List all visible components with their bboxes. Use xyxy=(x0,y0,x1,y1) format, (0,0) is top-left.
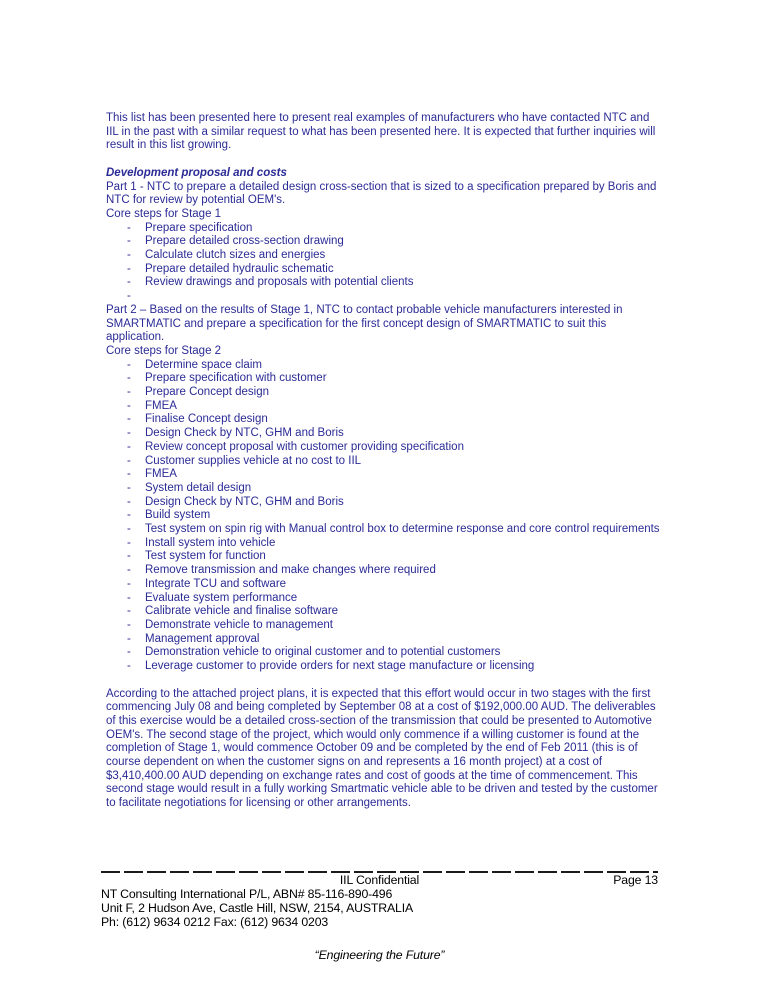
list-item xyxy=(106,441,664,455)
list-item xyxy=(106,222,664,236)
list-item-text: Leverage customer to provide orders for next stage manufacture or licensing xyxy=(145,660,535,673)
stage1-steps-list xyxy=(106,222,664,304)
list-item xyxy=(106,468,664,482)
list-item xyxy=(106,427,664,441)
list-item xyxy=(106,646,664,660)
list-item-text: Review concept proposal with customer providing specification xyxy=(145,440,464,453)
list-item xyxy=(106,633,664,647)
confidential-label: IIL Confidential xyxy=(339,873,420,887)
list-item-text: Calculate clutch sizes and energies xyxy=(145,249,326,262)
list-item-text: Remove transmission and make changes where required xyxy=(145,564,436,577)
dash-marker: - xyxy=(127,646,131,659)
dash-marker: - xyxy=(127,564,131,577)
list-item xyxy=(106,400,664,414)
dash-marker: - xyxy=(127,413,131,426)
dash-marker: - xyxy=(127,262,131,275)
dash-marker: - xyxy=(127,221,131,234)
list-item xyxy=(106,482,664,496)
dash-marker: - xyxy=(127,591,131,604)
list-item-text: Determine space claim xyxy=(145,358,262,371)
part2-paragraph: Part 2 – Based on the results of Stage 1, NTC to contact probable vehicle manufacturers interested in SMARTMATIC and prepare a specification for the first concept design of SMARTMATIC to suit this application. xyxy=(106,303,623,344)
list-item-text: Demonstration vehicle to original customer and to potential customers xyxy=(145,646,501,659)
list-item-text: Test system on spin rig with Manual control box to determine response and core control requirements xyxy=(145,523,660,536)
list-item-text: Customer supplies vehicle at no cost to IIL xyxy=(145,454,362,467)
list-item xyxy=(106,290,664,304)
list-item xyxy=(106,455,664,469)
dash-marker: - xyxy=(127,290,131,303)
list-item xyxy=(106,660,664,674)
stage1-label: Core steps for Stage 1 xyxy=(106,207,222,220)
list-item-text: FMEA xyxy=(145,468,177,481)
list-item xyxy=(106,249,664,263)
footer-tagline: “Engineering the Future” xyxy=(314,947,445,962)
dash-marker: - xyxy=(127,495,131,508)
list-item xyxy=(106,550,664,564)
dash-marker: - xyxy=(127,358,131,371)
list-item-text: System detail design xyxy=(145,481,252,494)
list-item xyxy=(106,263,664,277)
list-item-text: Design Check by NTC, GHM and Boris xyxy=(145,495,344,508)
list-item xyxy=(106,496,664,510)
dash-marker: - xyxy=(127,660,131,673)
dash-marker: - xyxy=(127,550,131,563)
list-item xyxy=(106,537,664,551)
list-item xyxy=(106,523,664,537)
list-item xyxy=(106,578,664,592)
footer-address-line: Unit F, 2 Hudson Ave, Castle Hill, NSW, 2154, AUSTRALIA xyxy=(101,900,414,915)
dash-marker: - xyxy=(127,427,131,440)
list-item-text: Calibrate vehicle and finalise software xyxy=(145,605,339,618)
dash-marker: - xyxy=(127,468,131,481)
list-item-text: Install system into vehicle xyxy=(145,536,276,549)
dash-marker: - xyxy=(127,536,131,549)
costs-paragraph: According to the attached project plans, it is expected that this effort would occur in two stages with the first commencing July 08 and being completed by September 08 at a cost of $192,000.00 AUD. The deliverables of this exercise would be a detailed cross-section of the transmission that could be presented to Automotive OEM's. The second stage of the project, which would only commence if a willing customer is found at the completion of Stage 1, would commence October 09 and be completed by the end of Feb 2011 (this is of course dependent on when the customer signs on and represents a 16 month project) at a cost of $3,410,400.00 AUD depending on exchange rates and cost of goods at the time of commencement. This second stage would result in a fully working Smartmatic vehicle able to be driven and tested by the customer to facilitate negotiations for licensing or other arrangements. xyxy=(106,687,658,810)
dash-marker: - xyxy=(127,605,131,618)
section-heading: Development proposal and costs xyxy=(106,166,287,179)
document-body xyxy=(106,112,664,811)
dash-marker: - xyxy=(127,399,131,412)
dash-marker: - xyxy=(127,454,131,467)
part1-paragraph: Part 1 - NTC to prepare a detailed design cross-section that is sized to a specification prepared by Boris and NTC for review by potential OEM's. xyxy=(106,180,657,207)
list-item-text: Review drawings and proposals with potential clients xyxy=(145,276,414,289)
dash-marker: - xyxy=(127,440,131,453)
list-item xyxy=(106,509,664,523)
list-item-text: FMEA xyxy=(145,399,177,412)
dash-marker: - xyxy=(127,619,131,631)
stage2-label: Core steps for Stage 2 xyxy=(106,344,222,357)
list-item xyxy=(106,386,664,400)
list-item xyxy=(106,619,664,633)
stage2-steps-list xyxy=(106,359,664,674)
list-item-text: Prepare specification xyxy=(145,221,253,234)
list-item-text: Prepare detailed cross-section drawing xyxy=(145,235,344,248)
page-number: Page 13 xyxy=(613,873,658,887)
intro-paragraph: This list has been presented here to present real examples of manufacturers who have contacted NTC and IIL in the past with a similar request to what has been presented here. It is expected that further inquiries will result in this list growing. xyxy=(106,112,656,152)
list-item xyxy=(106,592,664,606)
list-item-text: Build system xyxy=(145,509,211,522)
dash-marker: - xyxy=(127,235,131,248)
footer-company-line: NT Consulting International P/L, ABN# 85-116-890-496 xyxy=(101,886,393,901)
list-item-text: Prepare detailed hydraulic schematic xyxy=(145,262,334,275)
dash-marker: - xyxy=(127,249,131,262)
page-footer xyxy=(101,871,658,963)
list-item xyxy=(106,276,664,290)
list-item-text: Design Check by NTC, GHM and Boris xyxy=(145,427,344,440)
list-item xyxy=(106,605,664,619)
dash-marker: - xyxy=(127,372,131,385)
dash-marker: - xyxy=(127,386,131,399)
dash-marker: - xyxy=(127,632,131,645)
dash-marker: - xyxy=(127,276,131,289)
list-item-text: Prepare specification with customer xyxy=(145,372,327,385)
list-item-text: Demonstrate vehicle to management xyxy=(145,619,333,631)
dash-marker: - xyxy=(127,509,131,522)
list-item-text: Finalise Concept design xyxy=(145,413,268,426)
list-item-text: Management approval xyxy=(145,632,260,645)
footer-phone-line: Ph: (612) 9634 0212 Fax: (612) 9634 0203 xyxy=(101,914,329,929)
dash-marker: - xyxy=(127,577,131,590)
dash-marker: - xyxy=(127,481,131,494)
list-item-text: Test system for function xyxy=(145,550,266,563)
list-item xyxy=(106,413,664,427)
dash-marker: - xyxy=(127,523,131,536)
list-item xyxy=(106,235,664,249)
list-item-text: Integrate TCU and software xyxy=(145,577,287,590)
confidential-row xyxy=(101,874,658,888)
list-item xyxy=(106,359,664,373)
list-item xyxy=(106,372,664,386)
list-item-text: Evaluate system performance xyxy=(145,591,298,604)
list-item xyxy=(106,564,664,578)
list-item-text: Prepare Concept design xyxy=(145,386,270,399)
